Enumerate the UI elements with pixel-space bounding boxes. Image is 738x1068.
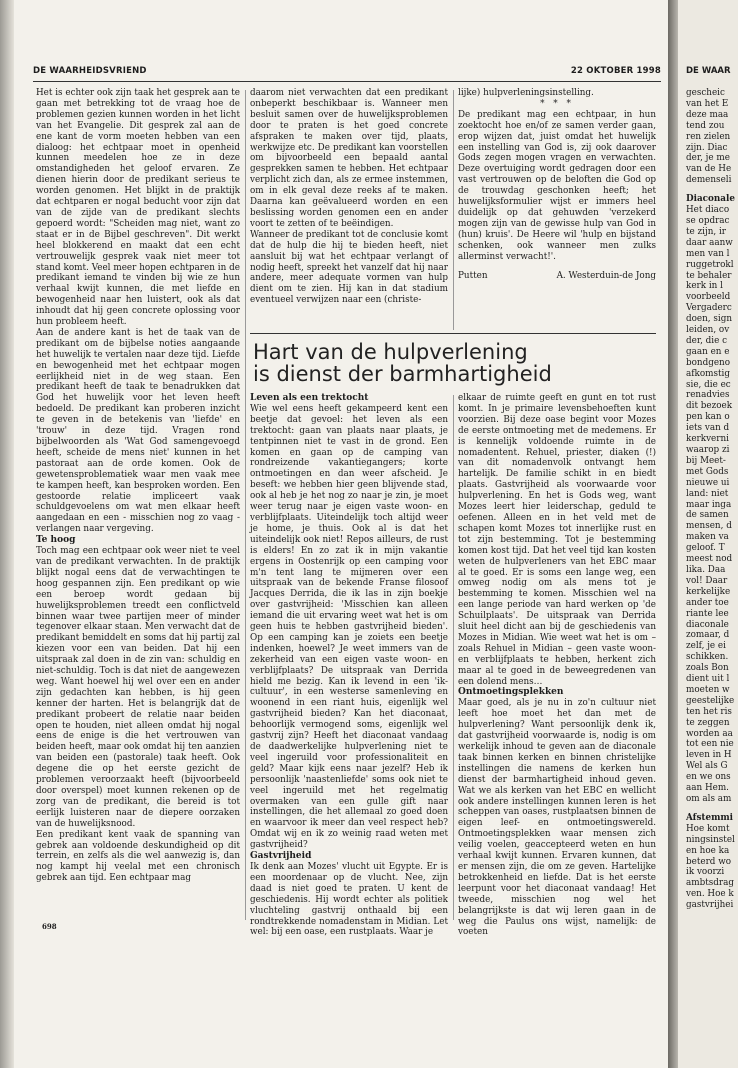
- next-page-line: de samen: [686, 510, 729, 521]
- next-page-line: bij Meet-: [686, 455, 726, 466]
- paragraph: De predikant mag een echtpaar, in hun zoektocht hoe en/of ze samen verder gaan, erop wijzen dat, juist omdat het huwelijk een instelling van God is, zij ook daarover Gods zegen mogen vragen en verwachten. Deze overtuiging wordt gedragen door een vast vertrouwen op de beloften die God op de trouwdag geschonken heeft; het huwelijksformulier wijst er immers heel duidelijk op dat gehuwden 'verzekerd mogen zijn van de gewisse hulp van God in (hun) kruis'. De Heere wil 'hulp en bijstand schenken, ook wanneer men zulks allerminst verwacht!'.: [458, 109, 656, 262]
- author: A. Westerduin-de Jong: [556, 270, 656, 281]
- paragraph: Een predikant kent vaak de spanning van gebrek aan voldoende deskundigheid op dit terrein, en zelfs als die wel aanwezig is, dan nog kampt hij veelal met een chronisch gebrek aan tijd. Een echtpaar mag: [36, 829, 240, 884]
- next-page-edge: [678, 0, 738, 1068]
- next-page-line: ander toe: [686, 597, 729, 608]
- next-page-line: deze maa: [686, 109, 729, 120]
- next-page-line: moeten w: [686, 684, 730, 695]
- next-page-line: worden aa: [686, 728, 733, 739]
- next-page-line: Wel als G: [686, 761, 728, 772]
- paragraph: Het is echter ook zijn taak het gesprek aan te gaan met betrekking tot de vraag hoe de problemen gezien kunnen worden in het licht van het Evangelie. Dit gesprek zal aan de ene kant de vorm moeten hebben van een dialoog: het echtpaar moet in openheid kunnen meedelen hoe ze in deze omstandigheden het geloof ervaren. Ze dienen hierin door de predikant serieus te worden genomen. Het blijkt in de praktijk dat echtparen er nogal beducht voor zijn dat van de zijde van de predikant slechts gepoerd wordt: "Scheiden mag niet, want zo staat er in de Bijbel geschreven". Dit werkt heel blokkerend en maakt dat een echt vertrouwelijk gesprek vaak niet meer tot stand komt. Veel meer hopen echtparen in de predikant iemand te vinden bij wie ze hun verhaal kwijt kunnen, die met liefde en bewogenheid naar hen luistert, ook als dat inhoudt dat hij geen concrete oplossing voor hun probleem heeft.: [36, 88, 240, 328]
- next-page-line: Vergaderc: [686, 303, 732, 314]
- next-page-line: schikken.: [686, 652, 729, 663]
- subheading-gastvrijheid: Gastvrijheid: [250, 851, 312, 862]
- title-line-1: Hart van de hulpverlening: [253, 340, 528, 364]
- next-page-line: land: niet: [686, 488, 729, 499]
- next-page-line: meest nod: [686, 554, 733, 565]
- next-page-line: voorbeeld: [686, 292, 731, 303]
- next-page-line: te zeggen: [686, 717, 730, 728]
- column-2-top: [250, 88, 448, 306]
- next-page-line: en we ons: [686, 772, 731, 783]
- next-page-line: maken va: [686, 532, 729, 543]
- next-page-line: maar inga: [686, 499, 732, 510]
- next-page-line: lika. Daa: [686, 564, 726, 575]
- next-page-line: zoals Bon: [686, 663, 729, 674]
- next-page-line: vol! Daar: [686, 575, 728, 586]
- next-page-line: doen, sign: [686, 314, 733, 325]
- subheading-trektocht: Leven als een trektocht: [250, 393, 369, 403]
- page-header: [33, 66, 661, 80]
- next-page-line: nieuwe ui: [686, 477, 730, 488]
- article-title: [253, 341, 653, 385]
- paragraph: Toch mag een echtpaar ook weer niet te veel van de predikant verwachten. In de praktijk blijkt nogal eens dat de verwachtingen te hoog gespannen zijn. Een predikant op wie een beroep wordt gedaan bij huwelijksproblemen treedt een conflictveld binnen waar twee partijen meer of minder tegenover elkaar staan. Men verwacht dat de predikant bemiddelt en soms dat hij partij zal kiezen voor een van beiden. Dat hij een uitspraak zal doen in de zin van: schuldig en niet-schuldig. Toch is dat niet de aangewezen weg. Want hoewel hij wel over een en ander zijn gedachten kan hebben, is hij geen kenner der harten. Het is belangrijk dat de predikant probeert de relatie naar beiden open te houden, niet alleen omdat hij nogal eens de enige is die het vertrouwen van beiden heeft, maar ook omdat hij ten aanzien van beiden een (pastorale) taak heeft. Ook degene die op het eerste gezicht de problemen veroorzaakt heeft (bijvoorbeeld door overspel) moet kunnen rekenen op de zorg van de predikant, die bereid is tot eerlijk luisteren naar de diepere oorzaken van de huwelijksnood.: [36, 546, 240, 829]
- paragraph: Maar goed, als je nu in zo'n cultuur niet leeft hoe moet het dan met de hulpverlening? Want persoonlijk denk ik, dat gastvrijheid voorwaarde is, nodig is om werkelijk inhoud te geven aan de diaconale taak binnen kerken en binnen christelijke instellingen die namens de kerken hun dienst der barmhartigheid inhoud geven. Wat we als kerken van het EBC en wellicht ook andere instellingen kunnen leren is het scheppen van oases, rustplaatsen binnen de eigen leef- en ontmoetingswereld. Ontmoetingsplekken waar mensen zich veilig voelen, geaccepteerd weten en hun verhaal kwijt kunnen. Ervaren kunnen, dat er mensen zijn, die om ze geven. Hartelijke betrokkenheid en liefde. Dat is het eerste leerpunt voor het diaconaat vandaag! Het tweede, misschien nog wel het belangrijkste is dat wij leren gaan in de weg die Paulus ons wijst, namelijk: de voeten: [458, 698, 656, 938]
- next-page-line: men van l: [686, 248, 730, 259]
- paragraph: Aan de andere kant is het de taak van de predikant om de bijbelse noties aangaande het huwelijk te vertalen naar deze tijd. Liefde en bewogenheid met het echtpaar mogen eerlijkheid niet in de weg staan. Een predikant heeft de taak te benadrukken dat God het huwelijk voor het leven heeft bedoeld. De predikant kan proberen inzicht te geven in de betekenis van 'liefde' en 'trouw' in deze tijd. Vragen rond bijbelwoorden als 'Wat God samengevoegd heeft, scheide de mens niet' kunnen in het pastoraat aan de orde komen. Ook de gewetensproblematiek waar men vaak mee te kampen heeft, kan besproken worden. Een gestoorde relatie impliceert vaak schuldgevoelens om wat men elkaar heeft aangedaan en een - misschien nog zo vaag - verlangen naar vergeving.: [36, 327, 240, 535]
- next-page-line: geestelijke: [686, 695, 735, 706]
- paragraph: elkaar de ruimte geeft en gunt en tot rust komt. In je primaire levensbehoeften kunt voorzien. Bij deze oase begint voor Mozes de eerste ontmoeting met de medemens. Er is kennelijk voldoende ruimte in de nomadentent. Rehuel, priester, diaken (!) van dit nomadenvolk ontvangt hem hartelijk. De familie schikt in en biedt plaats. Gastvrijheid als voorwaarde voor hulpverlening. En het is Gods weg, want Mozes leert hier leiderschap, geduld te oefenen. Alleen en in het veld met de schapen komt Mozes tot innerlijke rust en tot zijn bestemming. Tot je bestemming komen kost tijd. Dat het veel tijd kan kosten weten de hulpverleners van het EBC maar al te goed. Er is soms een lange weg, een omweg nodig om als mens tot je bestemming te komen. Misschien wel na een lange periode van hard werken op 'de Schuilplaats'. De uitspraak van Derrida sluit heel dicht aan bij de geschiedenis van Mozes in Midian. Wie weet wat het is om – zoals Rehuel in Midian – geen vaste woon- en verblijfplaats te hebben, herkent zich maar al te goed in de beweegredenen van een dolend mens…: [458, 393, 656, 687]
- title-line-2: is dienst der barmhartigheid: [253, 362, 552, 386]
- column-1: [36, 88, 240, 884]
- next-page-line: aan Hem.: [686, 783, 729, 794]
- paragraph: daarom niet verwachten dat een predikant onbeperkt beschikbaar is. Wanneer men besluit samen over de huwelijksproblemen door te praten is het goed concrete afspraken te maken over tijd, plaats, werkwijze etc. De predikant kan voorstellen om bijvoorbeeld een bepaald aantal gesprekken samen te hebben. Het echtpaar verplicht zich dan, als ze ermee instemmen, om in elk geval deze reeks af te maken. Daarna kan geëvalueerd worden en een beslissing worden genomen een en ander voort te zetten of te beëindigen.: [250, 88, 448, 229]
- column-3-top: [458, 88, 656, 281]
- next-page-line: ningsinstel: [686, 834, 735, 845]
- next-page-line: Het diaco: [686, 205, 730, 216]
- paragraph: Wie wel eens heeft gekampeerd kent een beetje dat gevoel: het leven als een trektocht: gaan van plaats naar plaats, je tentpinnen niet te vast in de grond. Een komen en gaan op de camping van rondreizende vakantiegangers; korte ontmoetingen en dan weer afscheid. Je beseft: we hebben hier geen blijvende stad, ook al heb je het nog zo naar je zin, je moet weer terug naar je eigen vaste woon- en verblijfplaats. Uiteindelijk toch altijd weer je home, je thuis. Ook al is dat het uiteindelijk ook niet! Repos ailleurs, de rust is elders! En zo zat ik in mijn vakantie ergens in Oostenrijk op een camping voor m'n tent lang te mijmeren over een uitspraak van de bekende Franse filosoof Jacques Derrida, die ik las in zijn boekje over gastvrijheid: 'Misschien kan alleen iemand die uit ervaring weet wat het is om geen huis te hebben gastvrijheid bieden'. Op een camping kan je zoiets een beetje indenken, hoewel? Je weet immers van de zekerheid van een eigen vaste woon- en verblijfplaats? De uitspraak van Derrida hield me bezig. Kan ik levend in een 'ik-cultuur', in een westerse samenleving en woonend in een riant huis, eigenlijk wel gastvrijheid bieden? Kan het diaconaat, behoorlijk vermogend soms, eigenlijk wel gastvrij zijn? Heeft het diaconaat vandaag de daadwerkelijke hulpverlening niet te veel ingeruild voor professionaliteit en geld? Maar kijk eens naar jezelf? Heb ik persoonlijk 'naastenliefde' soms ook niet te veel ingeruild met het regelmatig overmaken van een gulle gift naar instellingen, die het allemaal zo goed doen en waarvoor ik meer dan veel respect heb? Omdat wij en ik zo weinig raad weten met gastvrijheid?: [250, 403, 448, 851]
- next-page-line: ven. Hoe k: [686, 889, 734, 900]
- next-page-line: ruggetrokl: [686, 259, 734, 270]
- next-page-line: ren zielen: [686, 131, 731, 142]
- column-divider: [453, 90, 454, 330]
- place: Putten: [458, 270, 488, 281]
- column-divider: [453, 395, 454, 920]
- next-page-line: kerk in l: [686, 281, 723, 292]
- page-number: 698: [42, 922, 57, 931]
- publication-name: DE WAARHEIDSVRIEND: [33, 66, 147, 76]
- next-page-subheading: Afstemmi: [686, 812, 734, 823]
- next-page-line: ambtsdrag: [686, 878, 734, 889]
- next-page-line: pen kan o: [686, 412, 730, 423]
- next-page-subheading: Diaconale: [686, 194, 735, 205]
- paragraph: Wanneer de predikant tot de conclusie komt dat de hulp die hij te bieden heeft, niet aansluit bij wat het echtpaar verlangt of nodig heeft, spreekt het vanzelf dat hij naar andere, meer adequate vormen van hulp dient om te zien. Hij kan in dat stadium eventueel verwijzen naar een (christe-: [250, 229, 448, 306]
- next-page-line: gaan en e: [686, 346, 730, 357]
- paragraph: lijke) hulpverleningsinstelling.: [458, 88, 594, 98]
- next-page-line: en hoe ka: [686, 845, 730, 856]
- next-page-line: daar aanw: [686, 237, 733, 248]
- section-break: * * *: [540, 98, 574, 109]
- next-page-line: iets van d: [686, 423, 730, 434]
- next-page-line: te behaler: [686, 270, 732, 281]
- header-rule: [33, 81, 661, 82]
- next-page-line: leiden, ov: [686, 325, 730, 336]
- next-page-line: te zijn, ir: [686, 226, 726, 237]
- next-page-line: renadvies: [686, 390, 730, 401]
- next-page-line: diaconale: [686, 619, 729, 630]
- next-page-line: gastvrijhei: [686, 900, 734, 911]
- next-page-line: van het E: [686, 98, 729, 109]
- next-page-line: Hoe komt: [686, 823, 730, 834]
- next-page-line: zomaar, d: [686, 630, 730, 641]
- next-page-header: DE WAAR: [686, 66, 731, 76]
- next-page-line: zelf, je ei: [686, 641, 726, 652]
- page-edge-shadow: [0, 0, 14, 1068]
- next-page-line: afkomstig: [686, 368, 730, 379]
- next-page-line: tend zou: [686, 120, 725, 131]
- next-page-line: gescheic: [686, 88, 725, 98]
- next-page-line: kerkelijke: [686, 586, 731, 597]
- next-page-line: geloof. T: [686, 543, 725, 554]
- next-page-line: bondgeno: [686, 357, 731, 368]
- column-divider: [245, 90, 246, 920]
- next-page-line: dient uit l: [686, 674, 730, 685]
- next-page-line: van de He: [686, 164, 732, 175]
- next-page-line: ten het ris: [686, 706, 732, 717]
- subheading-ontmoetingsplekken: Ontmoetingsplekken: [458, 687, 564, 698]
- next-page-line: sie, die ec: [686, 379, 731, 390]
- article2-column-a: [250, 393, 448, 938]
- next-page-line: met Gods: [686, 466, 729, 477]
- next-page-line: beterd wo: [686, 856, 732, 867]
- next-page-line: riante lee: [686, 608, 729, 619]
- next-page-line: leven in H: [686, 750, 732, 761]
- next-page-line: waarop zi: [686, 445, 730, 455]
- signature-line: [458, 271, 656, 282]
- next-page-line: mensen, d: [686, 521, 732, 532]
- next-page-line: demenseli: [686, 175, 732, 186]
- next-page-line: ik voorzi: [686, 867, 725, 878]
- magazine-spine: [668, 0, 678, 1068]
- next-page-line: tot een nie: [686, 739, 734, 750]
- issue-date: 22 OKTOBER 1998: [570, 66, 661, 76]
- next-page-line: der, je me: [686, 153, 730, 164]
- paragraph: Ik denk aan Mozes' vlucht uit Egypte. Er is een moordenaar op de vlucht. Nee, zijn daad is niet goed te praten. U kent de geschiedenis. Hij wordt echter als politiek vluchteling gastvrij onthaald bij een rondtrekkende nomadenstam in Midian. Let wel: bij een oase, een rustplaats. Waar je: [250, 861, 448, 938]
- subheading-te-hoog: Te hoog: [36, 535, 76, 546]
- next-page-line: se opdrac: [686, 215, 730, 226]
- next-page-line: der, die c: [686, 335, 728, 346]
- next-page-line: om als am: [686, 794, 732, 804]
- article-separator: [250, 333, 656, 334]
- next-page-column: [686, 88, 738, 911]
- article2-column-b: [458, 393, 656, 938]
- next-page-line: dit bezoek: [686, 401, 733, 412]
- next-page-line: kerkverni: [686, 434, 729, 445]
- next-page-line: zijn. Diac: [686, 142, 728, 153]
